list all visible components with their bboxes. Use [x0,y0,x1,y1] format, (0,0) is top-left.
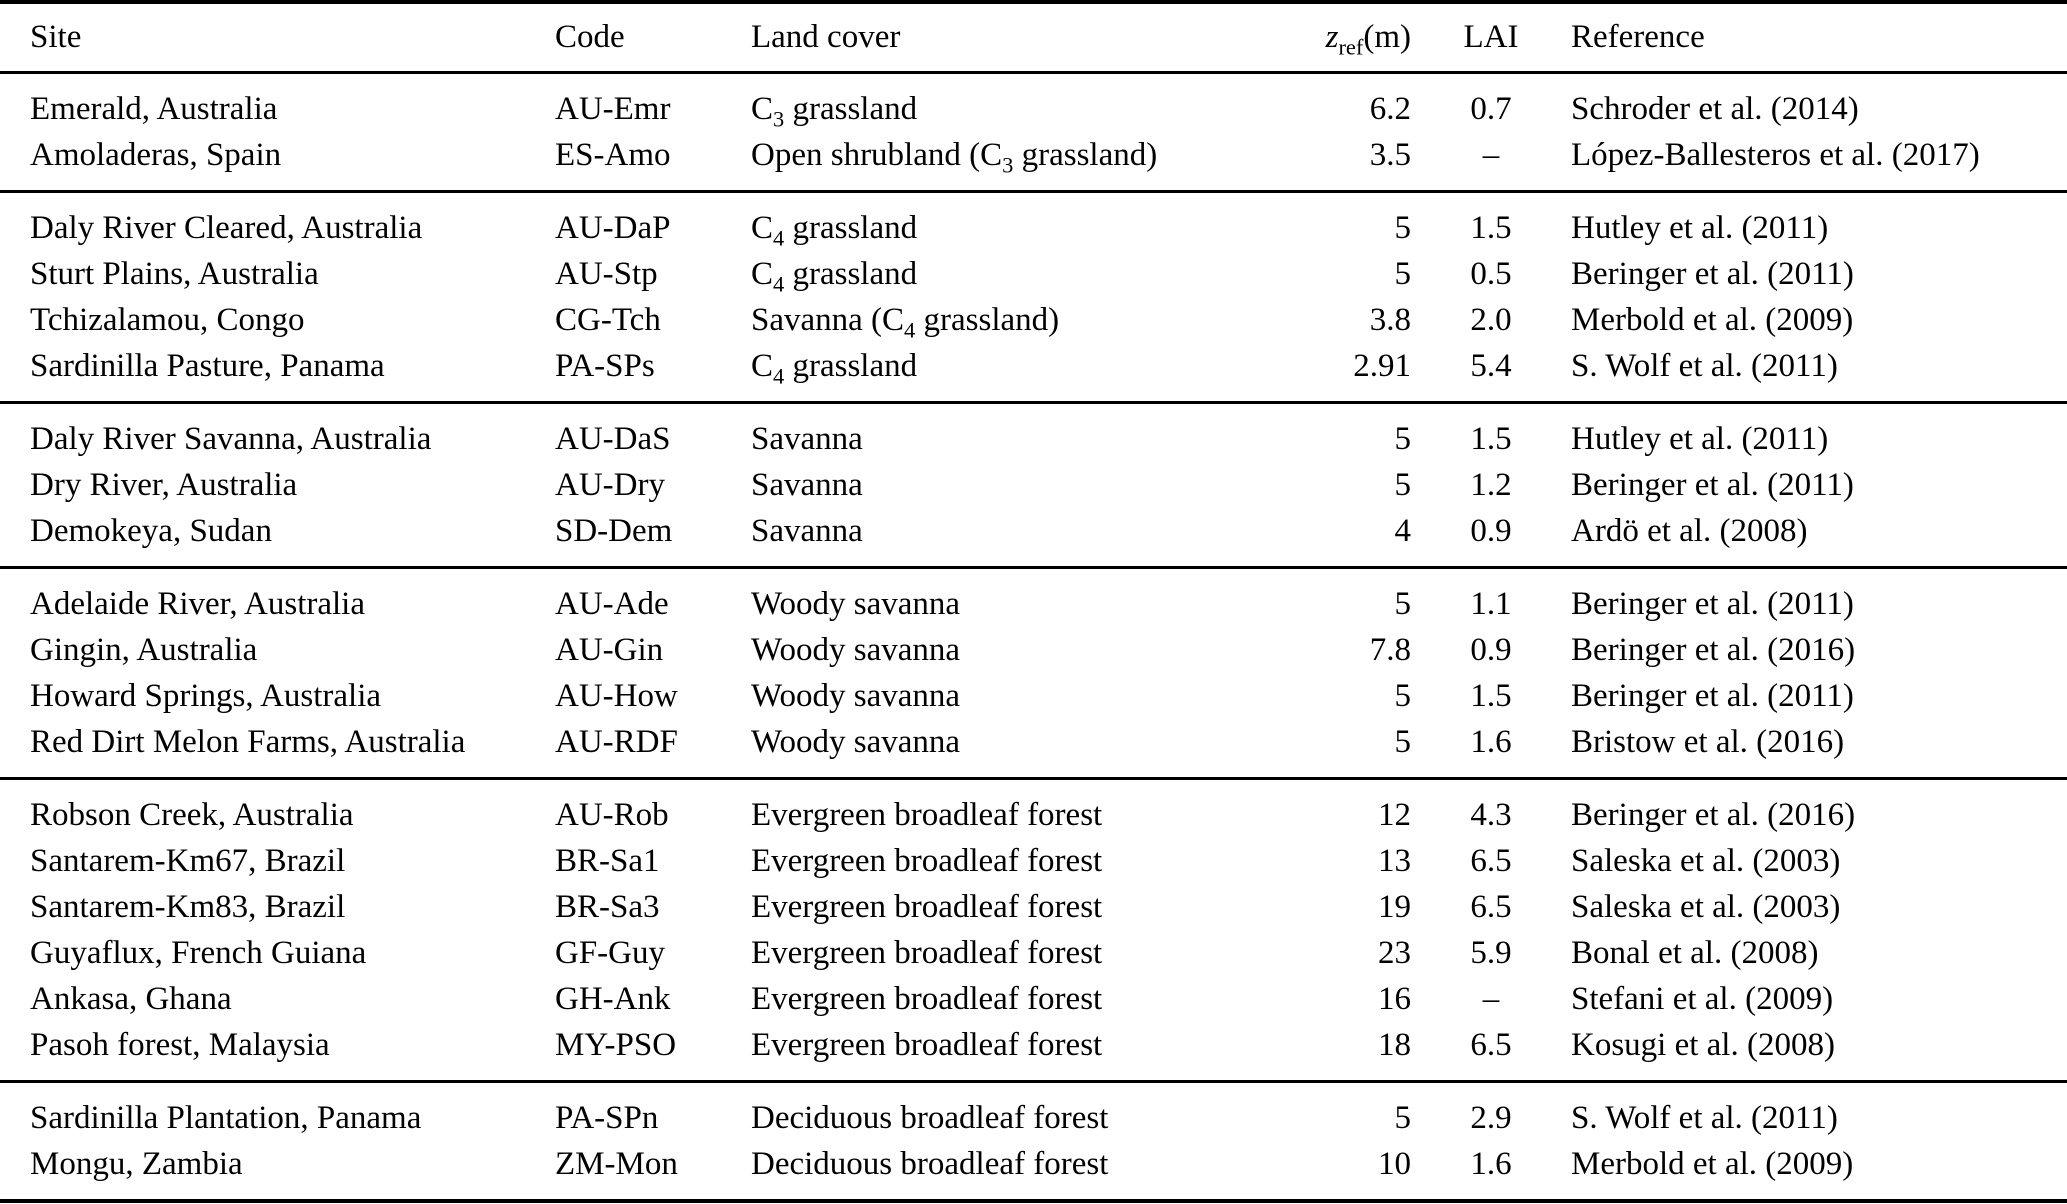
code-cell: AU-Dry [555,466,665,503]
reference-cell: Bristow et al. (2016) [1571,723,1845,760]
lai-cell: 6.5 [1470,888,1512,925]
col-header-zref [1263,2,1411,72]
code-cell: CG-Tch [555,301,661,338]
lai-cell: 1.5 [1470,209,1512,246]
site-cell: Tchizalamou, Congo [30,301,305,338]
table-row [0,343,2067,403]
land-cover-cell: Savanna [751,512,863,549]
row-group [0,1081,2067,1201]
site-cell: Emerald, Australia [30,90,278,127]
site-cell: Daly River Cleared, Australia [30,209,423,246]
lai-cell: 5.9 [1470,934,1512,971]
table-row [0,1141,2067,1201]
col-header-code: Code [555,18,625,55]
code-cell: AU-Rob [555,796,669,833]
zref-cell: 5 [1394,466,1411,503]
lai-cell: 2.0 [1470,301,1512,338]
code-cell: BR-Sa3 [555,888,660,925]
col-header-site: Site [30,18,82,55]
land-cover-cell: Evergreen broadleaf forest [751,842,1103,879]
code-cell: AU-DaP [555,209,671,246]
land-cover-cell: $C_4$ grassland [751,209,918,251]
land-cover-cell: Woody savanna [751,677,961,714]
zref-cell: 2.91 [1353,347,1411,384]
zref-cell: 7.8 [1369,631,1411,668]
lai-cell: 1.1 [1470,585,1512,622]
code-cell: AU-Gin [555,631,664,668]
reference-cell: Merbold et al. (2009) [1571,301,1854,338]
land-cover-cell: Savanna ($C_4$ grassland) [751,301,1060,343]
code-cell: MY-PSO [555,1026,677,1063]
site-cell: Daly River Savanna, Australia [30,420,432,457]
lai-cell: 0.5 [1470,255,1512,292]
col-header-reference: Reference [1571,18,1705,55]
table-header [0,2,2067,72]
code-cell: PA-SPn [555,1099,659,1136]
site-cell: Ankasa, Ghana [30,980,232,1017]
land-cover-cell: Evergreen broadleaf forest [751,888,1103,925]
site-cell: Amoladeras, Spain [30,136,282,173]
reference-cell: Saleska et al. (2003) [1571,888,1841,925]
reference-cell: Hutley et al. (2011) [1571,209,1829,246]
row-group [0,191,2067,402]
land-cover-cell: $C_4$ grassland [751,347,918,389]
header-row [0,2,2067,72]
table-row [0,976,2067,1022]
reference-cell: S. Wolf et al. (2011) [1571,347,1838,384]
zref-cell: 19 [1378,888,1411,925]
lai-cell: 1.6 [1470,1145,1512,1182]
row-group [0,72,2067,191]
table-row [0,251,2067,297]
table-row [0,508,2067,568]
site-cell: Sturt Plains, Australia [30,255,319,292]
land-cover-cell: Savanna [751,420,863,457]
reference-cell: Beringer et al. (2011) [1571,255,1854,292]
land-cover-cell: Woody savanna [751,723,961,760]
table-row [0,884,2067,930]
code-cell: AU-RDF [555,723,678,760]
lai-cell: 1.2 [1470,466,1512,503]
code-cell: SD-Dem [555,512,673,549]
code-cell: AU-Emr [555,90,671,127]
col-header-lai: LAI [1463,18,1519,55]
table-row [0,191,2067,251]
site-cell: Pasoh forest, Malaysia [30,1026,330,1063]
table-row [0,462,2067,508]
site-cell: Dry River, Australia [30,466,298,503]
code-cell: AU-Stp [555,255,658,292]
zref-cell: 12 [1378,796,1411,833]
site-cell: Sardinilla Pasture, Panama [30,347,385,384]
zref-cell: 10 [1378,1145,1411,1182]
site-cell: Demokeya, Sudan [30,512,272,549]
lai-cell: 6.5 [1470,1026,1512,1063]
site-cell: Guyaflux, French Guiana [30,934,367,971]
reference-cell: Beringer et al. (2016) [1571,631,1856,668]
table-row [0,838,2067,884]
table-row [0,673,2067,719]
lai-cell: 4.3 [1470,796,1512,833]
zref-cell: 23 [1378,934,1411,971]
lai-cell: 0.9 [1470,631,1512,668]
table-row [0,567,2067,627]
lai-cell: 0.7 [1470,90,1512,127]
zref-subscript: ref [1338,34,1364,60]
zref-unit: (m) [1363,18,1411,55]
site-cell: Santarem-Km83, Brazil [30,888,346,925]
table-row [0,297,2067,343]
zref-cell: 4 [1394,512,1411,549]
zref-cell: 3.5 [1369,136,1411,173]
zref-cell: 6.2 [1369,90,1411,127]
table-row [0,132,2067,192]
lai-cell: 6.5 [1470,842,1512,879]
reference-cell: Saleska et al. (2003) [1571,842,1841,879]
land-cover-cell: Evergreen broadleaf forest [751,796,1103,833]
land-cover-cell: Woody savanna [751,631,961,668]
lai-cell: – [1482,136,1500,173]
site-cell: Howard Springs, Australia [30,677,382,714]
lai-cell: 2.9 [1470,1099,1512,1136]
zref-cell: 5 [1394,209,1411,246]
table-row [0,930,2067,976]
lai-cell: 1.6 [1470,723,1512,760]
code-cell: PA-SPs [555,347,655,384]
reference-cell: Beringer et al. (2011) [1571,677,1854,714]
lai-cell: 1.5 [1470,677,1512,714]
zref-cell: 5 [1394,677,1411,714]
code-cell: AU-How [555,677,678,714]
zref-cell: 5 [1394,1099,1411,1136]
zref-cell: 13 [1378,842,1411,879]
table-row [0,402,2067,462]
code-cell: GF-Guy [555,934,666,971]
reference-cell: Stefani et al. (2009) [1571,980,1834,1017]
zref-cell: 18 [1378,1026,1411,1063]
reference-cell: López-Ballesteros et al. (2017) [1571,136,1980,173]
zref-cell: 5 [1394,585,1411,622]
reference-cell: Kosugi et al. (2008) [1571,1026,1835,1063]
table-row [0,719,2067,779]
zref-cell: 5 [1394,420,1411,457]
reference-cell: Beringer et al. (2016) [1571,796,1856,833]
reference-cell: Schroder et al. (2014) [1571,90,1859,127]
reference-cell: Beringer et al. (2011) [1571,585,1854,622]
table-row [0,1022,2067,1082]
lai-cell: 1.5 [1470,420,1512,457]
code-cell: AU-Ade [555,585,669,622]
code-cell: AU-DaS [555,420,671,457]
land-cover-cell: Deciduous broadleaf forest [751,1099,1109,1136]
site-cell: Adelaide River, Australia [30,585,365,622]
site-cell: Robson Creek, Australia [30,796,354,833]
code-cell: GH-Ank [555,980,671,1017]
col-header-land-cover: Land cover [751,18,901,55]
site-cell: Red Dirt Melon Farms, Australia [30,723,466,760]
land-cover-cell: Deciduous broadleaf forest [751,1145,1109,1182]
zref-cell: 5 [1394,255,1411,292]
code-cell: ES-Amo [555,136,671,173]
land-cover-cell: $C_3$ grassland [751,90,918,132]
site-cell: Gingin, Australia [30,631,258,668]
zref-cell: 5 [1394,723,1411,760]
land-cover-cell: Woody savanna [751,585,961,622]
reference-cell: Ardö et al. (2008) [1571,512,1808,549]
reference-cell: Merbold et al. (2009) [1571,1145,1854,1182]
code-cell: BR-Sa1 [555,842,660,879]
reference-cell: Bonal et al. (2008) [1571,934,1819,971]
lai-cell: 0.9 [1470,512,1512,549]
row-group [0,567,2067,778]
lai-cell: 5.4 [1470,347,1512,384]
land-cover-cell: Evergreen broadleaf forest [751,1026,1103,1063]
land-cover-cell: Open shrubland ($C_3$ grassland) [751,136,1158,178]
reference-cell: S. Wolf et al. (2011) [1571,1099,1838,1136]
reference-cell: Hutley et al. (2011) [1571,420,1829,457]
land-cover-cell: $C_4$ grassland [751,255,918,297]
reference-cell: Beringer et al. (2011) [1571,466,1854,503]
row-group [0,402,2067,567]
zref-cell: 16 [1378,980,1411,1017]
zref-cell: 3.8 [1369,301,1411,338]
code-cell: ZM-Mon [555,1145,678,1182]
land-cover-cell: Evergreen broadleaf forest [751,934,1103,971]
land-cover-cell: Savanna [751,466,863,503]
site-cell: Santarem-Km67, Brazil [30,842,346,879]
site-cell: Sardinilla Plantation, Panama [30,1099,422,1136]
table-row [0,1081,2067,1141]
table-row [0,778,2067,838]
row-group [0,778,2067,1081]
lai-cell: – [1482,980,1500,1017]
zref-variable: z [1325,18,1339,55]
table-row [0,627,2067,673]
table-row [0,72,2067,132]
land-cover-cell: Evergreen broadleaf forest [751,980,1103,1017]
site-cell: Mongu, Zambia [30,1145,243,1182]
